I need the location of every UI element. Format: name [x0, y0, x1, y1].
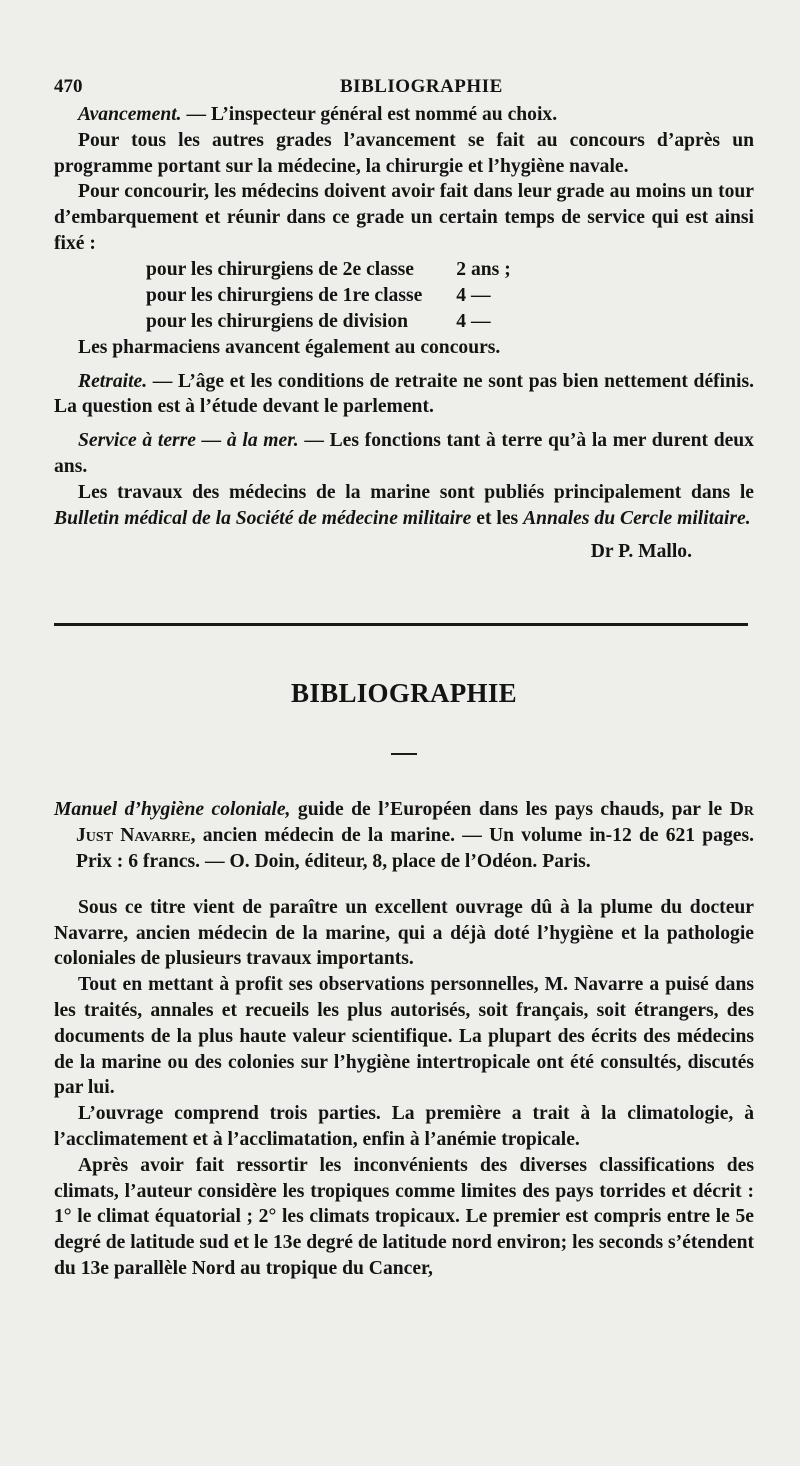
grade-duration: 2 ans ;: [456, 258, 511, 280]
grade-label: pour les chirurgiens de 1re classe: [146, 284, 423, 306]
grade-label: pour les chirurgiens de 2e classe: [146, 258, 414, 280]
book-reference: [54, 797, 754, 874]
annales-title: Annales du Cercle militaire.: [523, 507, 751, 529]
book-ref-1: guide de l’Européen dans les pays chauds, par le: [290, 799, 730, 821]
bulletin-title: Bulletin médical de la Société de médecine militaire: [54, 507, 472, 529]
avancement-text: — L’inspecteur général est nommé au choix.: [181, 104, 558, 125]
retraite-label: Retraite.: [78, 370, 148, 392]
service-time-table: [146, 257, 511, 335]
table-row: [146, 283, 511, 309]
service-label: Service à terre — à la mer.: [78, 430, 299, 452]
grade-label: pour les chirurgiens de division: [146, 310, 409, 332]
paragraph-avancement: [54, 102, 754, 128]
running-title: BIBLIOGRAPHIE: [340, 76, 503, 97]
service-text: — Les fonctions tant à terre qu’à la mer durent deux ans.: [54, 430, 754, 477]
review-paragraph: Sous ce titre vient de paraître un excellent ouvrage dû à la plume du docteur Navarre, ancien médecin de la marine, qui a déjà doté l’hygiène et la pathologie coloniales de plusieurs travaux importants.: [54, 896, 754, 970]
table-row: [146, 309, 511, 335]
grade-duration: 4 —: [456, 310, 491, 332]
paragraph-retraite: [54, 369, 754, 421]
title-dash: [391, 753, 417, 755]
section-title: BIBLIOGRAPHIE: [291, 678, 517, 709]
paragraph-travaux: [54, 480, 754, 532]
page-number: 470: [54, 76, 83, 97]
section-divider: [54, 623, 748, 626]
paragraph-concours: Pour tous les autres grades l’avancement se fait au concours d’après un programme portant sur la médecine, la chirurgie et l’hygiène navale.: [54, 129, 754, 177]
book-ref-2: ancien médecin de la marine. — Un volume in-12 de 621 pages. Prix : 6 francs. — O. Doin, éditeur, 8, place de l’Odéon. Paris.: [76, 825, 754, 872]
review-paragraph: L’ouvrage comprend trois parties. La première a trait à la climatologie, à l’acclimatement et à l’acclimatation, enfin à l’anémie tropicale.: [54, 1103, 754, 1150]
avancement-label: Avancement.: [78, 104, 182, 125]
travaux-text-1: Les travaux des médecins de la marine sont publiés principalement dans le: [78, 481, 754, 503]
paragraph-pharmaciens: Les pharmaciens avancent également au concours.: [78, 336, 501, 358]
review-paragraph: Après avoir fait ressortir les inconvénients des diverses classifications des climats, l’auteur considère les tropiques comme limites des pays torrides et décrit : 1° le climat équatorial ; 2° les climats tropicaux. Le premier est compris entre le 5e degré de latitude sud et le 13e degré de latitude nord environ; les seconds s’étendent du 13e parallèle Nord au tropique du Cancer,: [54, 1154, 754, 1279]
running-head: [54, 72, 754, 102]
book-title: Manuel d’hygiène coloniale,: [54, 799, 291, 821]
grade-duration: 4 —: [456, 284, 491, 306]
travaux-text-2: et les: [471, 507, 524, 529]
review-paragraph: Tout en mettant à profit ses observations personnelles, M. Navarre a puisé dans les traités, annales et recueils les plus autorisés, soit français, soit étrangers, des documents de la plus haute valeur scientifique. La plupart des écrits des médecins de la marine ou des colonies sur l’hygiène intertropicale ont été consultés, discutés par lui.: [54, 974, 754, 1099]
page: [54, 72, 754, 1282]
author-signature: Dr P. Mallo.: [590, 541, 692, 563]
paragraph-service: [54, 428, 754, 480]
retraite-text: — L’âge et les conditions de retraite ne sont pas bien nettement définis. La question est à l’étude devant le parlement.: [54, 370, 754, 418]
paragraph-concourir: Pour concourir, les médecins doivent avoir fait dans leur grade au moins un tour d’embarquement et réunir dans ce grade un certain temps de service qui est ainsi fixé :: [54, 181, 754, 254]
table-row: [146, 257, 511, 283]
book-author: Dr Just Navarre,: [76, 799, 754, 847]
